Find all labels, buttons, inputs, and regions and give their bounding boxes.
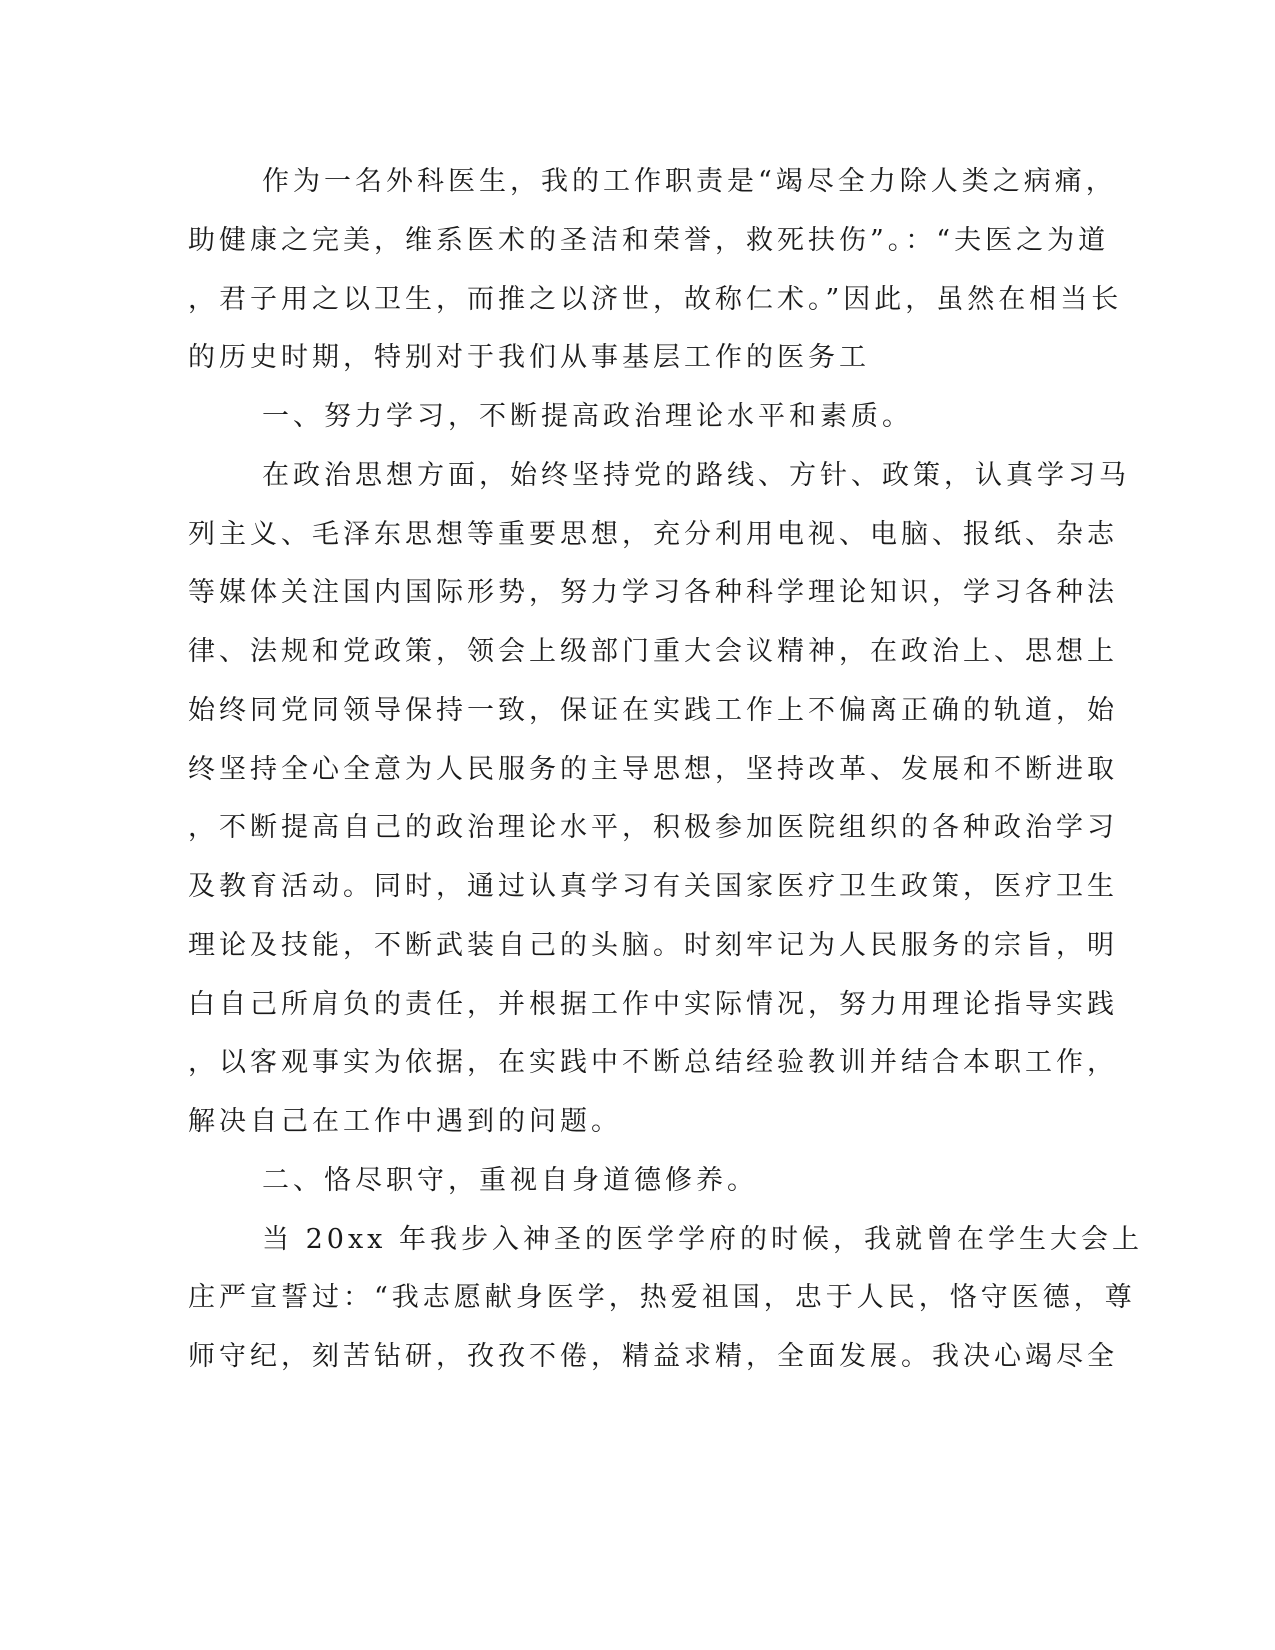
paragraph-line: ，以客观事实为依据，在实践中不断总结经验教训并结合本职工作， xyxy=(188,1047,1118,1078)
paragraph-line: 的历史时期，特别对于我们从事基层工作的医务工 xyxy=(188,342,870,373)
paragraph-line: 等媒体关注国内国际形势，努力学习各种科学理论知识，学习各种法 xyxy=(188,577,1118,608)
paragraph-line: 律、法规和党政策，领会上级部门重大会议精神，在政治上、思想上 xyxy=(188,636,1118,667)
paragraph-line: 当 20xx 年我步入神圣的医学学府的时候，我就曾在学生大会上 xyxy=(262,1224,1143,1255)
paragraph-line: 理论及技能，不断武装自己的头脑。时刻牢记为人民服务的宗旨，明 xyxy=(188,930,1118,961)
section-heading: 一、努力学习，不断提高政治理论水平和素质。 xyxy=(262,401,913,432)
paragraph-line: ，不断提高自己的政治理论水平，积极参加医院组织的各种政治学习 xyxy=(188,812,1118,843)
paragraph-line: 庄严宣誓过：“我志愿献身医学，热爱祖国，忠于人民，恪守医德，尊 xyxy=(188,1282,1136,1313)
paragraph-line: 助健康之完美，维系医术的圣洁和荣誉，救死扶伤”。：“夫医之为道 xyxy=(188,225,1110,256)
section-heading: 二、恪尽职守，重视自身道德修养。 xyxy=(262,1165,758,1196)
paragraph-line: ，君子用之以卫生，而推之以济世，故称仁术。”因此，虽然在相当长 xyxy=(188,284,1123,315)
paragraph-line: 终坚持全心全意为人民服务的主导思想，坚持改革、发展和不断进取 xyxy=(188,754,1118,785)
paragraph-line: 及教育活动。同时，通过认真学习有关国家医疗卫生政策，医疗卫生 xyxy=(188,871,1118,902)
paragraph-line: 师守纪，刻苦钻研，孜孜不倦，精益求精，全面发展。我决心竭尽全 xyxy=(188,1341,1118,1372)
paragraph-line: 解决自己在工作中遇到的问题。 xyxy=(188,1106,622,1137)
paragraph-line: 在政治思想方面，始终坚持党的路线、方针、政策，认真学习马 xyxy=(262,460,1130,491)
paragraph-line: 作为一名外科医生，我的工作职责是“竭尽全力除人类之病痛， xyxy=(262,166,1117,197)
paragraph-line: 始终同党同领导保持一致，保证在实践工作上不偏离正确的轨道，始 xyxy=(188,695,1118,726)
paragraph-line: 列主义、毛泽东思想等重要思想，充分利用电视、电脑、报纸、杂志 xyxy=(188,519,1118,550)
paragraph-line: 白自己所肩负的责任，并根据工作中实际情况，努力用理论指导实践 xyxy=(188,989,1118,1020)
